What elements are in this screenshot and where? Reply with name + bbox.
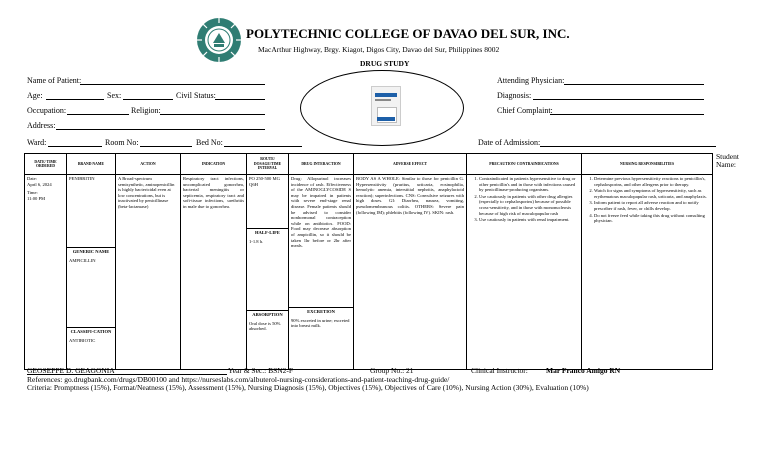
date-label: Date: [27,176,37,181]
header-nursing: NURSING RESPONSIBILITIES [582,154,713,175]
address-field[interactable] [56,129,265,130]
attending-physician-field[interactable] [564,84,704,85]
header-precaution: PRECAUTION/ CONTRAINDICATIONS [467,154,582,175]
student-name-label: Student Name: [716,152,739,169]
list-item: 3. Use cautiously in patients with renal impairment. [479,217,579,223]
patient-name-field[interactable] [80,84,265,85]
school-address: MacArthur Highway, Brgy. Kiagot, Digos City, Davao del Sur, Philippines 8002 [258,45,500,54]
occupation-field[interactable] [67,114,129,115]
chief-complaint-field[interactable] [550,114,704,115]
civil-status-label: Civil Status: [176,91,216,100]
list-item: 3. Inform patient to report all adverse reaction and to notify prescriber if rash, fever, or chills develop. [594,200,710,211]
school-name: POLYTECHNIC COLLEGE OF DAVAO DEL SUR, INC. [246,26,570,41]
diagnosis-label: Diagnosis: [497,91,532,100]
bed-field[interactable] [224,146,302,147]
date-value: April 6, 2024 [27,181,52,187]
ward-label: Ward: [27,138,47,147]
address-label: Address: [27,121,56,130]
age-field[interactable] [46,99,104,100]
header-interaction: DRUG INTERACTION [289,154,354,175]
absorption-value: Oral dose is 50% absorbed. [249,320,281,332]
drug-package-image [371,86,401,126]
excretion-value: 90% excreted in urine; excreted into breast milk. [291,317,350,329]
occupation-label: Occupation: [27,106,67,115]
list-item: 1. Contraindicated in patients hypersensitive to drug or other penicillin's and in those with infections caused by penicillinase-producing organisms. [479,176,579,193]
list-item: 2. Watch for signs and symptoms of hypersensitivity, such as erythematous maculopapular rash, urticaria, and anaphylaxis. [594,188,710,199]
bed-label: Bed No: [196,138,223,147]
interaction-cell [289,175,354,370]
excretion-label: EXCRETION [307,309,335,314]
header-action: ACTION [116,154,181,175]
list-item: 1. Determine previous hypersensitivity reactions to penicillin's, cephalosporins, and other allergens prior to therapy. [594,176,710,187]
half-life-value: 1-1.8 h. [249,238,264,244]
classification-value: ANTIBIOTIC [69,337,96,343]
sex-field[interactable] [123,99,173,100]
room-label: Room No: [105,138,139,147]
brand-name: PENIBRITIN [69,176,95,181]
header-route: ROUTE/ DOSAGE/TIME INTERVAL [247,154,289,175]
generic-name-label: GENERIC NAME [72,249,110,254]
sex-label: Sex: [107,91,122,100]
year-section: Year & Sec.: BSN2-F [228,366,294,375]
civil-status-field[interactable] [215,99,265,100]
header-indication: INDICATION [181,154,247,175]
absorption-label: ABSORPTION [252,312,283,317]
interaction-text: Drug: Allopurinol increases incidence of rash. Effectiveness of the AMINOGLYCOSIDE S may be impaired in patients with severe end-stage renal disease. Female patients should be advised to consider nonhormonal contraception while on antibiotics. FOOD: Food may decrease absorption of ampicillin, so it should be taken 1hr before or 2hr after meals. [291,176,351,249]
admission-field[interactable] [540,146,716,147]
time-label: Time: [27,190,38,196]
nursing-list [584,176,710,224]
student-name: GEOSEPPE D. GEAGONIA [27,366,115,375]
route-value: PO 250-500 MG Q6H [249,176,280,187]
patient-name-label: Name of Patient: [27,76,82,85]
generic-name-value: AMPICILLIN [69,257,96,263]
time-value: 11:00 PM [27,195,46,201]
group-number: Group No.: 21 [370,366,414,375]
list-item: 2. Use cautiously in patients with other drug allergies (especially to cephalosporins) because of possible cross-sensitivity, and in those with mononucleosis because of high risk of maculopapular rash [479,194,579,216]
header-adverse: ADVERSE EFFECT [354,154,467,175]
age-label: Age: [27,91,43,100]
references: References: go.drugbank.com/drugs/DB00100 and https://nurseslabs.com/albuterol-nursing-considerations-and-patient-teaching-drug-guide/ [27,375,450,384]
precaution-cell [467,175,582,370]
header-date: DATE/ TIME ORDERED [25,154,67,175]
college-logo [196,17,242,63]
attending-physician-label: Attending Physician: [497,76,565,85]
adverse-effect-text: BODY AS A WHOLE: Similar to those for penicillin G. Hypersensitivity (pruritus, urticaria, eosinophilia, hemolytic anemia, interstitial nephritis, anaphylactoid reaction); superinfections. CNS: Convulsive seizures with high doses. GI: Diarrhea, nausea, vomiting, pseudomembranous colitis. OTHERS: Severe pain (following IM); phlebitis (following IV). SKIN: rash. [354,175,467,370]
action-text: A Broad-spectrum semisynthetic, aminopenicillin is highly bactericidal even at low concentrations, but is inactivated by penicillinase (beta-lactamase) [116,175,181,370]
precaution-list [469,176,579,223]
drug-study-table [24,153,713,370]
instructor-name: Mar Franco Amigo RN [546,366,621,375]
criteria: Criteria: Promptness (15%), Format/Neatness (15%), Assessment (15%), Nursing Diagnosis (15%), Objectives (15%), Objectives of Care (10%), Nursing Action (30%), Evaluation (10%) [27,383,589,392]
admission-label: Date of Admission: [478,138,541,147]
header-brand: BRAND NAME [67,154,116,175]
classification-label: CLASSIFI-CATION [70,329,112,334]
list-item: 4. Do not freeze feed while taking this drug without consulting physician. [594,213,710,224]
chief-complaint-label: Chief Complaint: [497,106,553,115]
room-field[interactable] [140,146,192,147]
religion-label: Religion: [131,106,161,115]
religion-field[interactable] [160,114,265,115]
half-life-label: HALF-LIFE [254,230,280,235]
ward-field[interactable] [48,146,102,147]
diagnosis-field[interactable] [533,99,704,100]
indication-text: Respiratory tract infections, uncomplicated gonorrhea, bacterial meningitis or septicemia, respiratory tract and soft-tissue infections, urethritis in male due to gonorrhea. [181,175,247,370]
form-title: DRUG STUDY [360,59,410,68]
instructor-label: Clinical Instructor: [471,366,528,375]
nursing-cell [582,175,713,370]
brand-cell [67,175,116,370]
route-cell [247,175,289,370]
date-time-cell [25,175,67,370]
